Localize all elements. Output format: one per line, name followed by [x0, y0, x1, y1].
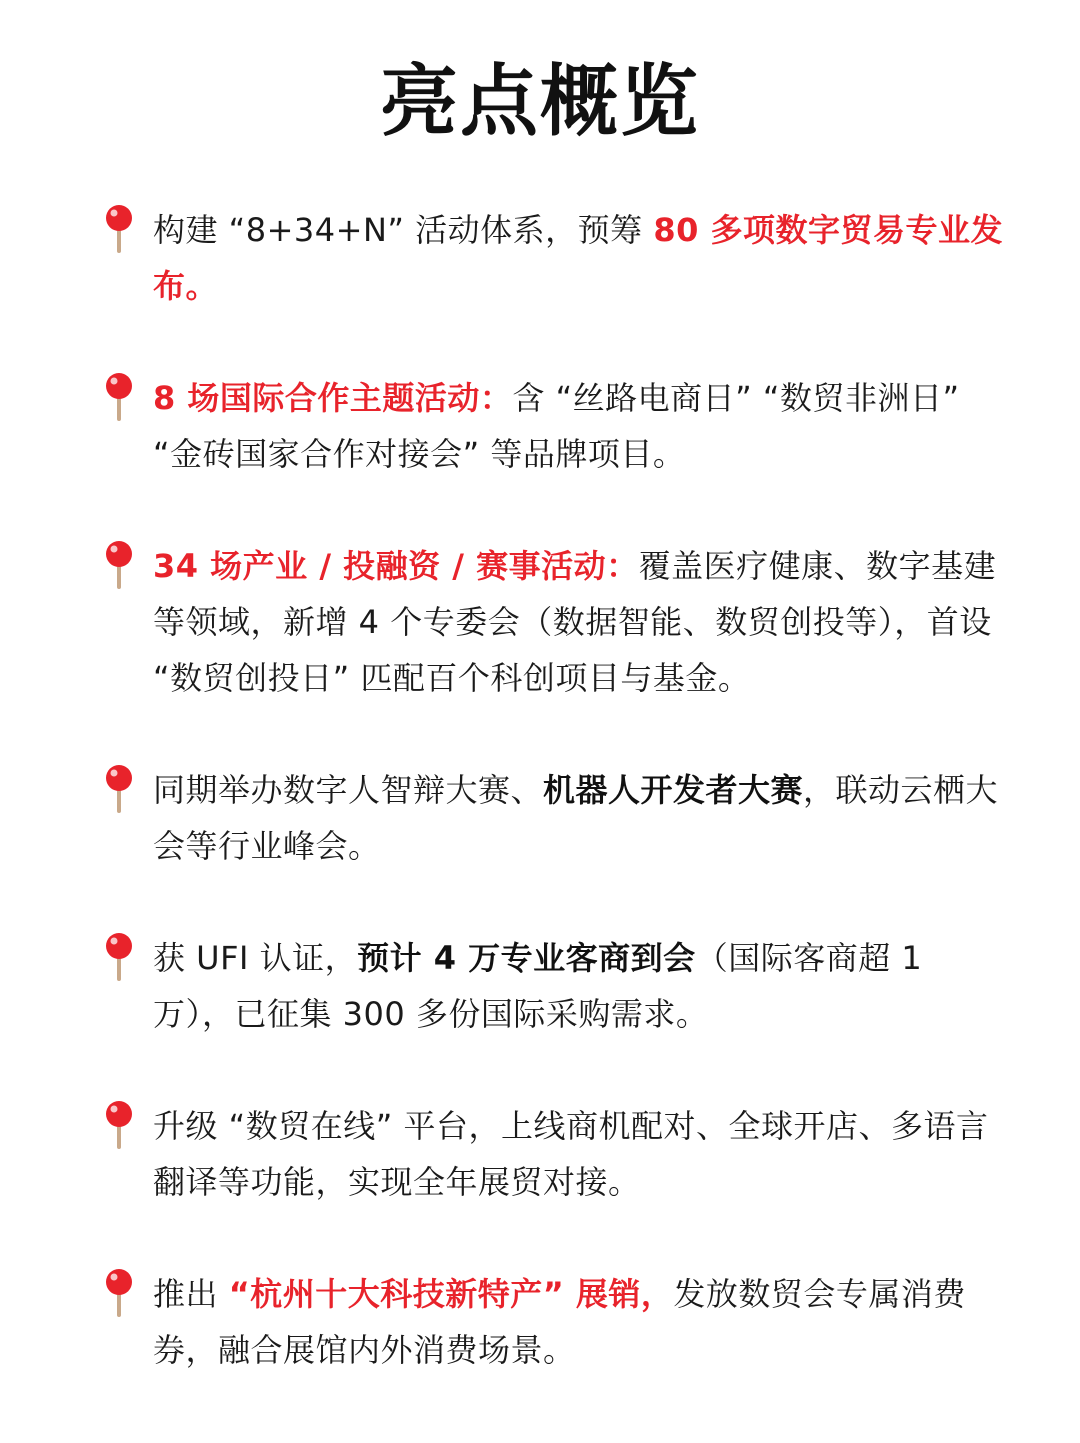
pushpin-icon [103, 764, 135, 814]
list-item-text [153, 538, 1008, 706]
list-item-text [153, 202, 1008, 314]
page-title: 亮点概览 [379, 57, 700, 147]
pushpin-icon [103, 1100, 135, 1150]
pushpin-icon [103, 372, 135, 422]
pushpin-icon [103, 1268, 135, 1318]
text-segment: （国际客商超 1 万），已征集 300 多份国际采购需求。 [153, 939, 923, 1033]
text-segment: 含 “丝路电商日” “数贸非洲日” “金砖国家合作对接会” 等品牌项目。 [153, 379, 960, 473]
list-item-text [153, 1098, 1008, 1210]
text-segment: ，联动云栖大会等行业峰会。 [153, 771, 999, 865]
highlight-segment: 80 多项数字贸易专业发布。 [153, 211, 1004, 305]
pushpin-icon [103, 932, 135, 982]
list-item-text [153, 370, 1008, 482]
text-segment: 构建 “8+34+N” 活动体系，预筹 [153, 211, 654, 249]
list-item-text [153, 930, 1008, 1042]
text-segment: 获 UFI 认证， [153, 939, 358, 977]
pushpin-icon [103, 540, 135, 590]
list-item-text [153, 762, 1008, 874]
pushpin-icon [103, 204, 135, 254]
highlight-segment: 34 场产业 / 投融资 / 赛事活动： [153, 547, 639, 585]
highlight-segment: 机器人开发者大赛 [543, 771, 804, 809]
text-segment: 覆盖医疗健康、数字基建等领域，新增 4 个专委会（数据智能、数贸创投等），首设 “数贸创投日” 匹配百个科创项目与基金。 [153, 547, 997, 697]
list-item-text [153, 1266, 1008, 1378]
text-segment: 发放数贸会专属消费券，融合展馆内外消费场景。 [153, 1275, 966, 1369]
highlight-segment: “杭州十大科技新特产” 展销， [228, 1275, 674, 1313]
text-segment: 推出 [153, 1275, 229, 1313]
highlight-segment: 8 场国际合作主题活动： [153, 379, 513, 417]
text-segment: 升级 “数贸在线” 平台，上线商机配对、全球开店、多语言翻译等功能，实现全年展贸对接。 [153, 1107, 989, 1201]
highlight-segment: 预计 4 万专业客商到会 [357, 939, 696, 977]
text-segment: 同期举办数字人智辩大赛、 [153, 771, 544, 809]
